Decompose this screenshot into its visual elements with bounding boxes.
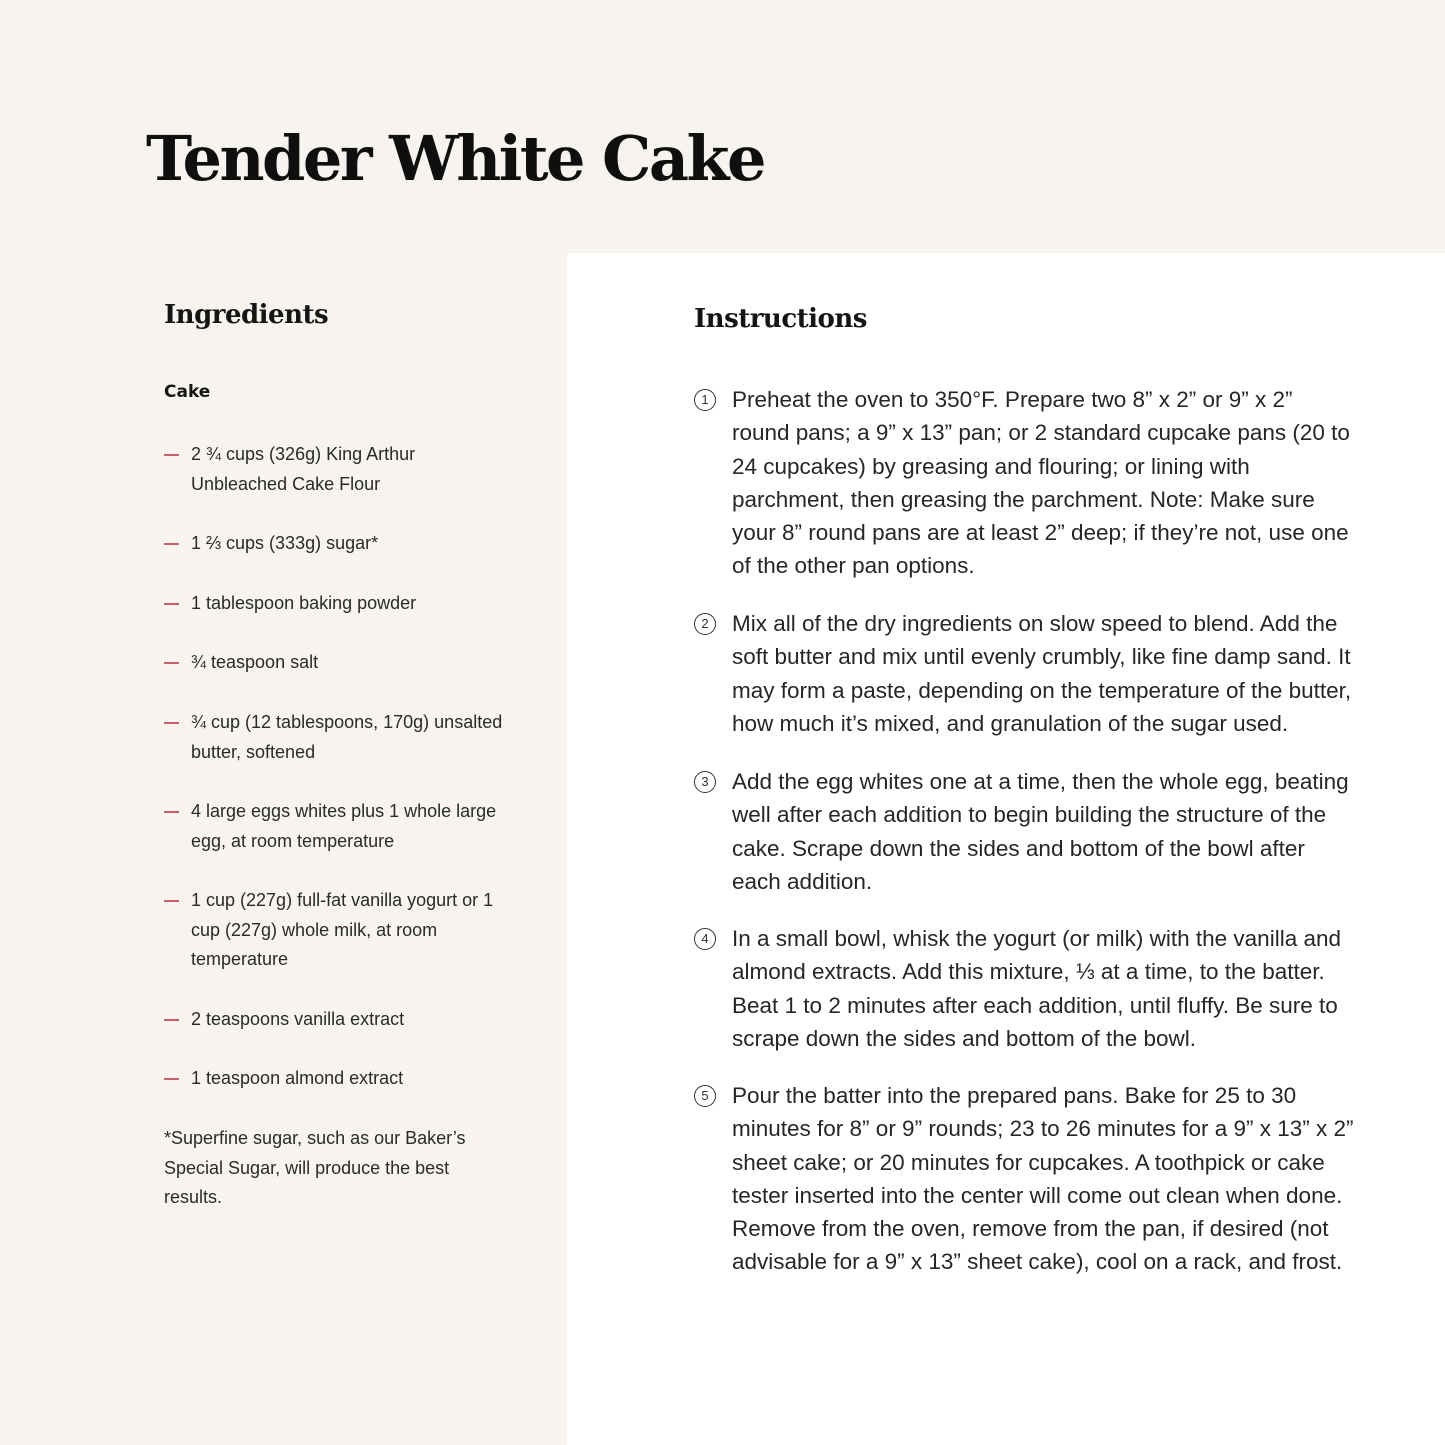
instructions-heading: Instructions <box>694 304 867 334</box>
circled-number-icon: 5 <box>694 1085 716 1107</box>
instruction-step <box>694 922 1354 1055</box>
ingredient-text: 1 cup (227g) full-fat vanilla yogurt or 1 cup (227g) whole milk, at room temperature <box>191 890 494 969</box>
ingredient-text: 1 tablespoon baking powder <box>191 593 417 613</box>
ingredient-item <box>164 648 504 678</box>
circled-number-icon: 2 <box>694 613 716 635</box>
ingredients-footnote: *Superfine sugar, such as our Baker’s Special Sugar, will produce the best results. <box>164 1128 466 1207</box>
ingredient-text: 4 large eggs whites plus 1 whole large egg, at room temperature <box>191 801 497 851</box>
dash-bullet-icon <box>164 662 179 664</box>
ingredient-item <box>164 589 504 619</box>
ingredient-item <box>164 708 504 767</box>
step-text: Preheat the oven to 350°F. Prepare two 8” x 2” or 9” x 2” round pans; a 9” x 13” pan; or 2 standard cupcake pans (20 to 24 cupcakes) by greasing and flouring; or lining with parchment, then greasing the parchment. Note: Make sure your 8” round pans are at least 2” deep; if they’re not, use one of the other pan options. <box>732 387 1350 579</box>
circled-number-icon: 4 <box>694 928 716 950</box>
ingredient-item <box>164 1064 504 1094</box>
dash-bullet-icon <box>164 454 179 456</box>
dash-bullet-icon <box>164 603 179 605</box>
instruction-step <box>694 1079 1354 1279</box>
dash-bullet-icon <box>164 811 179 813</box>
instruction-step <box>694 607 1354 740</box>
ingredient-text: 1 ⅔ cups (333g) sugar* <box>191 533 379 553</box>
dash-bullet-icon <box>164 900 179 902</box>
ingredient-item <box>164 440 504 499</box>
step-text: Pour the batter into the prepared pans. Bake for 25 to 30 minutes for 8” or 9” rounds; 23 to 26 minutes for a 9” x 13” x 2” sheet cake; or 20 minutes for cupcakes. A toothpick or cake tester inserted into the center will come out clean when done. Remove from the oven, remove from the pan, if desired (not advisable for a 9” x 13” sheet cake), cool on a rack, and frost. <box>732 1083 1354 1275</box>
step-text: Mix all of the dry ingredients on slow speed to blend. Add the soft butter and mix until evenly crumbly, like fine damp sand. It may form a paste, depending on the temperature of the butter, how much it’s mixed, and granulation of the sugar used. <box>732 611 1352 736</box>
dash-bullet-icon <box>164 543 179 545</box>
ingredient-text: 2 ¾ cups (326g) King Arthur Unbleached Cake Flour <box>191 444 416 494</box>
ingredient-item <box>164 886 504 975</box>
ingredients-subheading: Cake <box>164 382 211 402</box>
ingredient-text: 2 teaspoons vanilla extract <box>191 1009 405 1029</box>
dash-bullet-icon <box>164 722 179 724</box>
ingredient-item <box>164 529 504 559</box>
dash-bullet-icon <box>164 1078 179 1080</box>
ingredients-heading: Ingredients <box>164 300 329 330</box>
recipe-title: Tender White Cake <box>146 122 764 195</box>
circled-number-icon: 1 <box>694 389 716 411</box>
ingredient-item <box>164 1005 504 1035</box>
ingredient-text: ¾ teaspoon salt <box>191 652 319 672</box>
circled-number-icon: 3 <box>694 771 716 793</box>
step-text: Add the egg whites one at a time, then the whole egg, beating well after each addition to begin building the structure of the cake. Scrape down the sides and bottom of the bowl after each addition. <box>732 769 1349 894</box>
instruction-step <box>694 383 1354 583</box>
ingredient-text: ¾ cup (12 tablespoons, 170g) unsalted butter, softened <box>191 712 503 762</box>
ingredient-item <box>164 797 504 856</box>
instruction-step <box>694 765 1354 898</box>
dash-bullet-icon <box>164 1019 179 1021</box>
ingredient-text: 1 teaspoon almond extract <box>191 1068 404 1088</box>
step-text: In a small bowl, whisk the yogurt (or milk) with the vanilla and almond extracts. Add this mixture, ⅓ at a time, to the batter. Beat 1 to 2 minutes after each addition, until fluffy. Be sure to scrape down the sides and bottom of the bowl. <box>732 926 1341 1051</box>
